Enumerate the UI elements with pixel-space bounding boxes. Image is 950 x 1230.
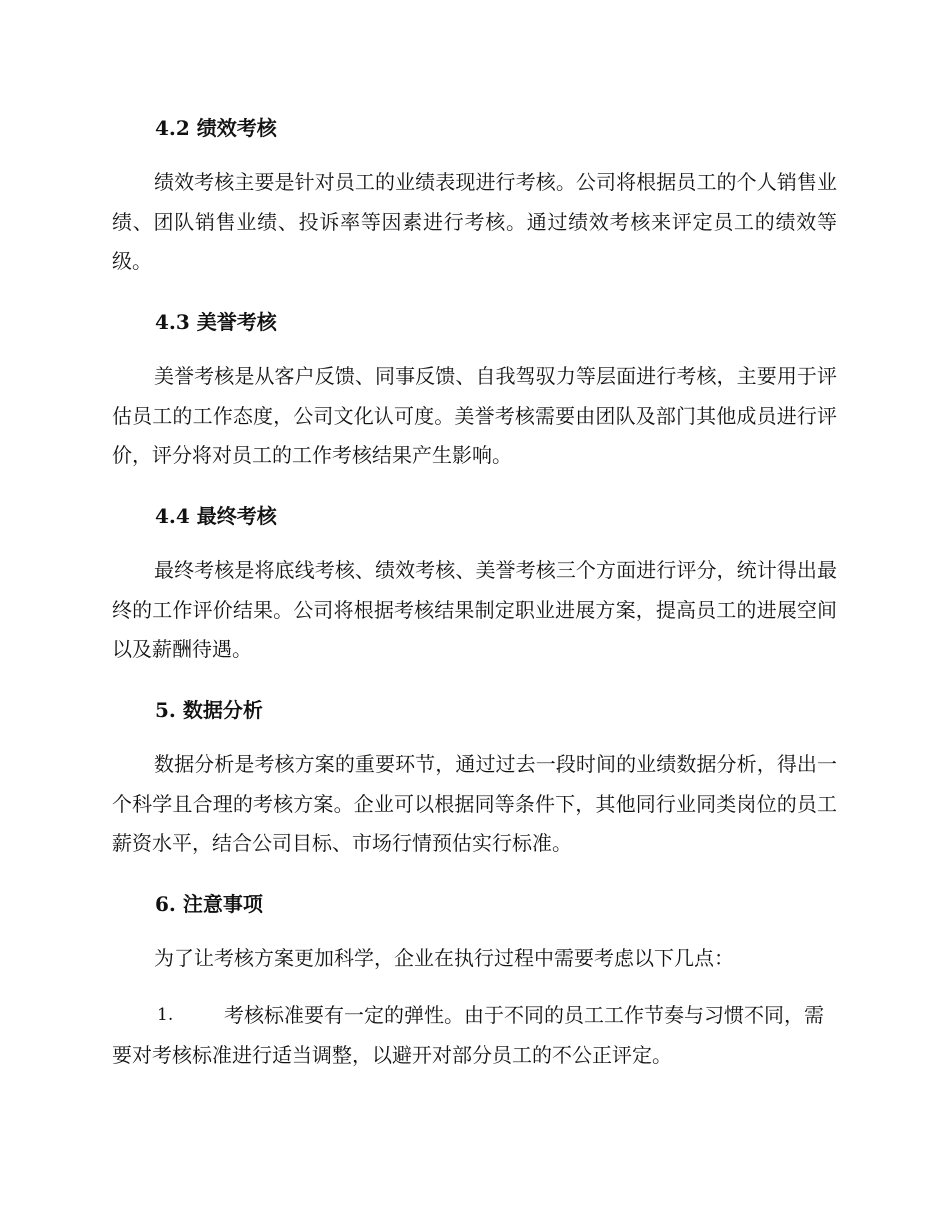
section-body-4-2: 绩效考核主要是针对员工的业绩表现进行考核。公司将根据员工的个人销售业绩、团队销售业绩、投诉率等因素进行考核。通过绩效考核来评定员工的绩效等级。 <box>112 170 837 273</box>
section-body-6: 为了让考核方案更加科学，企业在执行过程中需要考虑以下几点： <box>154 946 734 970</box>
section-body-5: 数据分析是考核方案的重要环节，通过过去一段时间的业绩数据分析，得出一个科学且合理的考核方案。企业可以根据同等条件下，其他同行业同类岗位的员工薪资水平，结合公司目标、市场行情预估实行标准。 <box>112 752 837 855</box>
section-body-4-4: 最终考核是将底线考核、绩效考核、美誉考核三个方面进行评分，统计得出最终的工作评价结果。公司将根据考核结果制定职业进展方案，提高员工的进展空间以及薪酬待遇。 <box>112 558 837 661</box>
list-item-text: 考核标准要有一定的弹性。由于不同的员工工作节奏与习惯不同，需要对考核标准进行适当调整，以避开对部分员工的不公正评定。 <box>112 1003 824 1067</box>
list-item <box>112 995 837 1075</box>
section-body-4-3: 美誉考核是从客户反馈、同事反馈、自我驾驭力等层面进行考核，主要用于评估员工的工作态度，公司文化认可度。美誉考核需要由团队及部门其他成员进行评价，评分将对员工的工作考核结果产生影响。 <box>112 364 837 467</box>
section-heading-4-3: 4.3 美誉考核 <box>155 310 277 334</box>
section-heading-4-2: 4.2 绩效考核 <box>155 116 277 140</box>
section-heading-6: 6. 注意事项 <box>155 892 263 916</box>
section-heading-4-4: 4.4 最终考核 <box>155 504 277 528</box>
section-heading-5: 5. 数据分析 <box>155 698 263 722</box>
list-item-number: 1. <box>157 1005 174 1025</box>
